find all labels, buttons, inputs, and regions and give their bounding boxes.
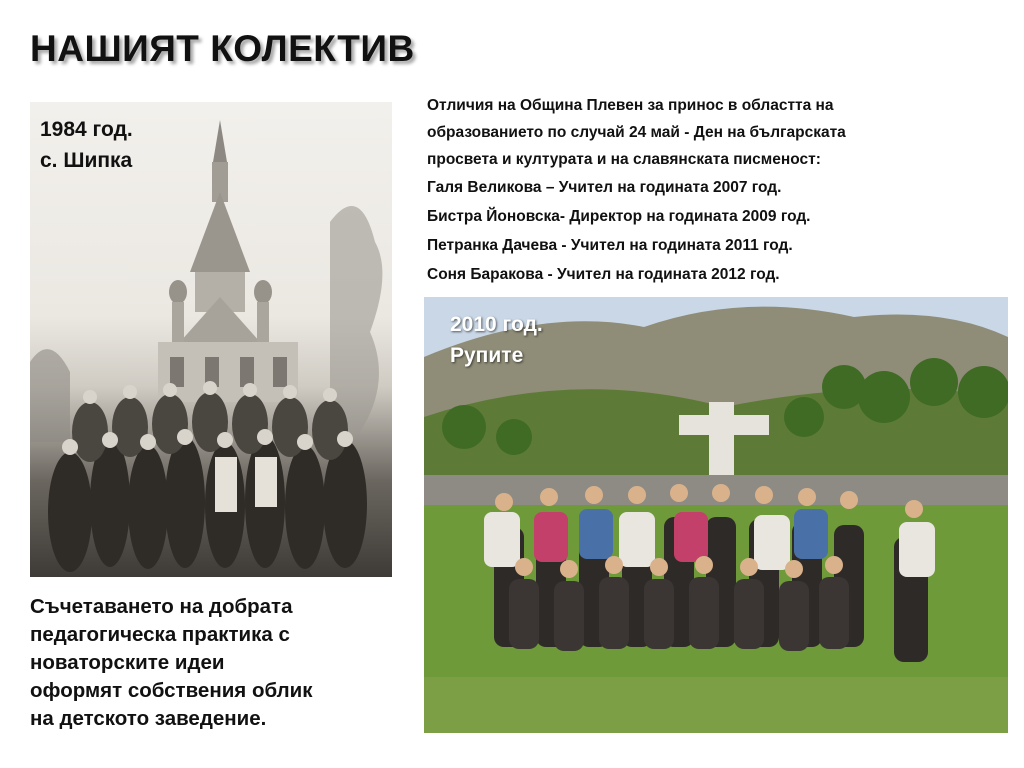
summary-text xyxy=(30,593,410,733)
awards-block xyxy=(427,92,1007,289)
awards-intro xyxy=(427,92,1007,173)
new-photo-place: Рупите xyxy=(450,344,524,367)
awards-intro-line: просвета и културата и на славянската писменост: xyxy=(427,151,821,168)
summary-line: новаторските идеи xyxy=(30,651,225,674)
slide-title: НАШИЯТ КОЛЕКТИВ xyxy=(30,28,415,69)
summary-line: Съчетаването на добрата xyxy=(30,595,293,618)
summary-line: оформят собствения облик xyxy=(30,679,313,702)
award-item: Соня Баракова - Учител на годината 2012 год. xyxy=(427,266,780,283)
new-group-photo xyxy=(424,297,1008,733)
new-photo-caption xyxy=(450,309,543,371)
award-item: Галя Великова – Учител на годината 2007 год. xyxy=(427,179,782,196)
award-item: Бистра Йоновска- Директор на годината 2009 год. xyxy=(427,208,811,225)
old-photo-year: 1984 год. xyxy=(40,118,133,141)
old-photo-place: с. Шипка xyxy=(40,149,133,172)
award-item: Петранка Дачева - Учител на годината 2011 год. xyxy=(427,237,793,254)
new-photo-year: 2010 год. xyxy=(450,313,543,336)
summary-line: на детското заведение. xyxy=(30,707,267,730)
old-photo-caption xyxy=(40,114,133,176)
old-group-photo xyxy=(30,102,392,577)
awards-intro-line: образованието по случай 24 май - Ден на българската xyxy=(427,124,846,141)
summary-line: педагогическа практика с xyxy=(30,623,290,646)
awards-intro-line: Отличия на Община Плевен за принос в областта на xyxy=(427,97,834,114)
